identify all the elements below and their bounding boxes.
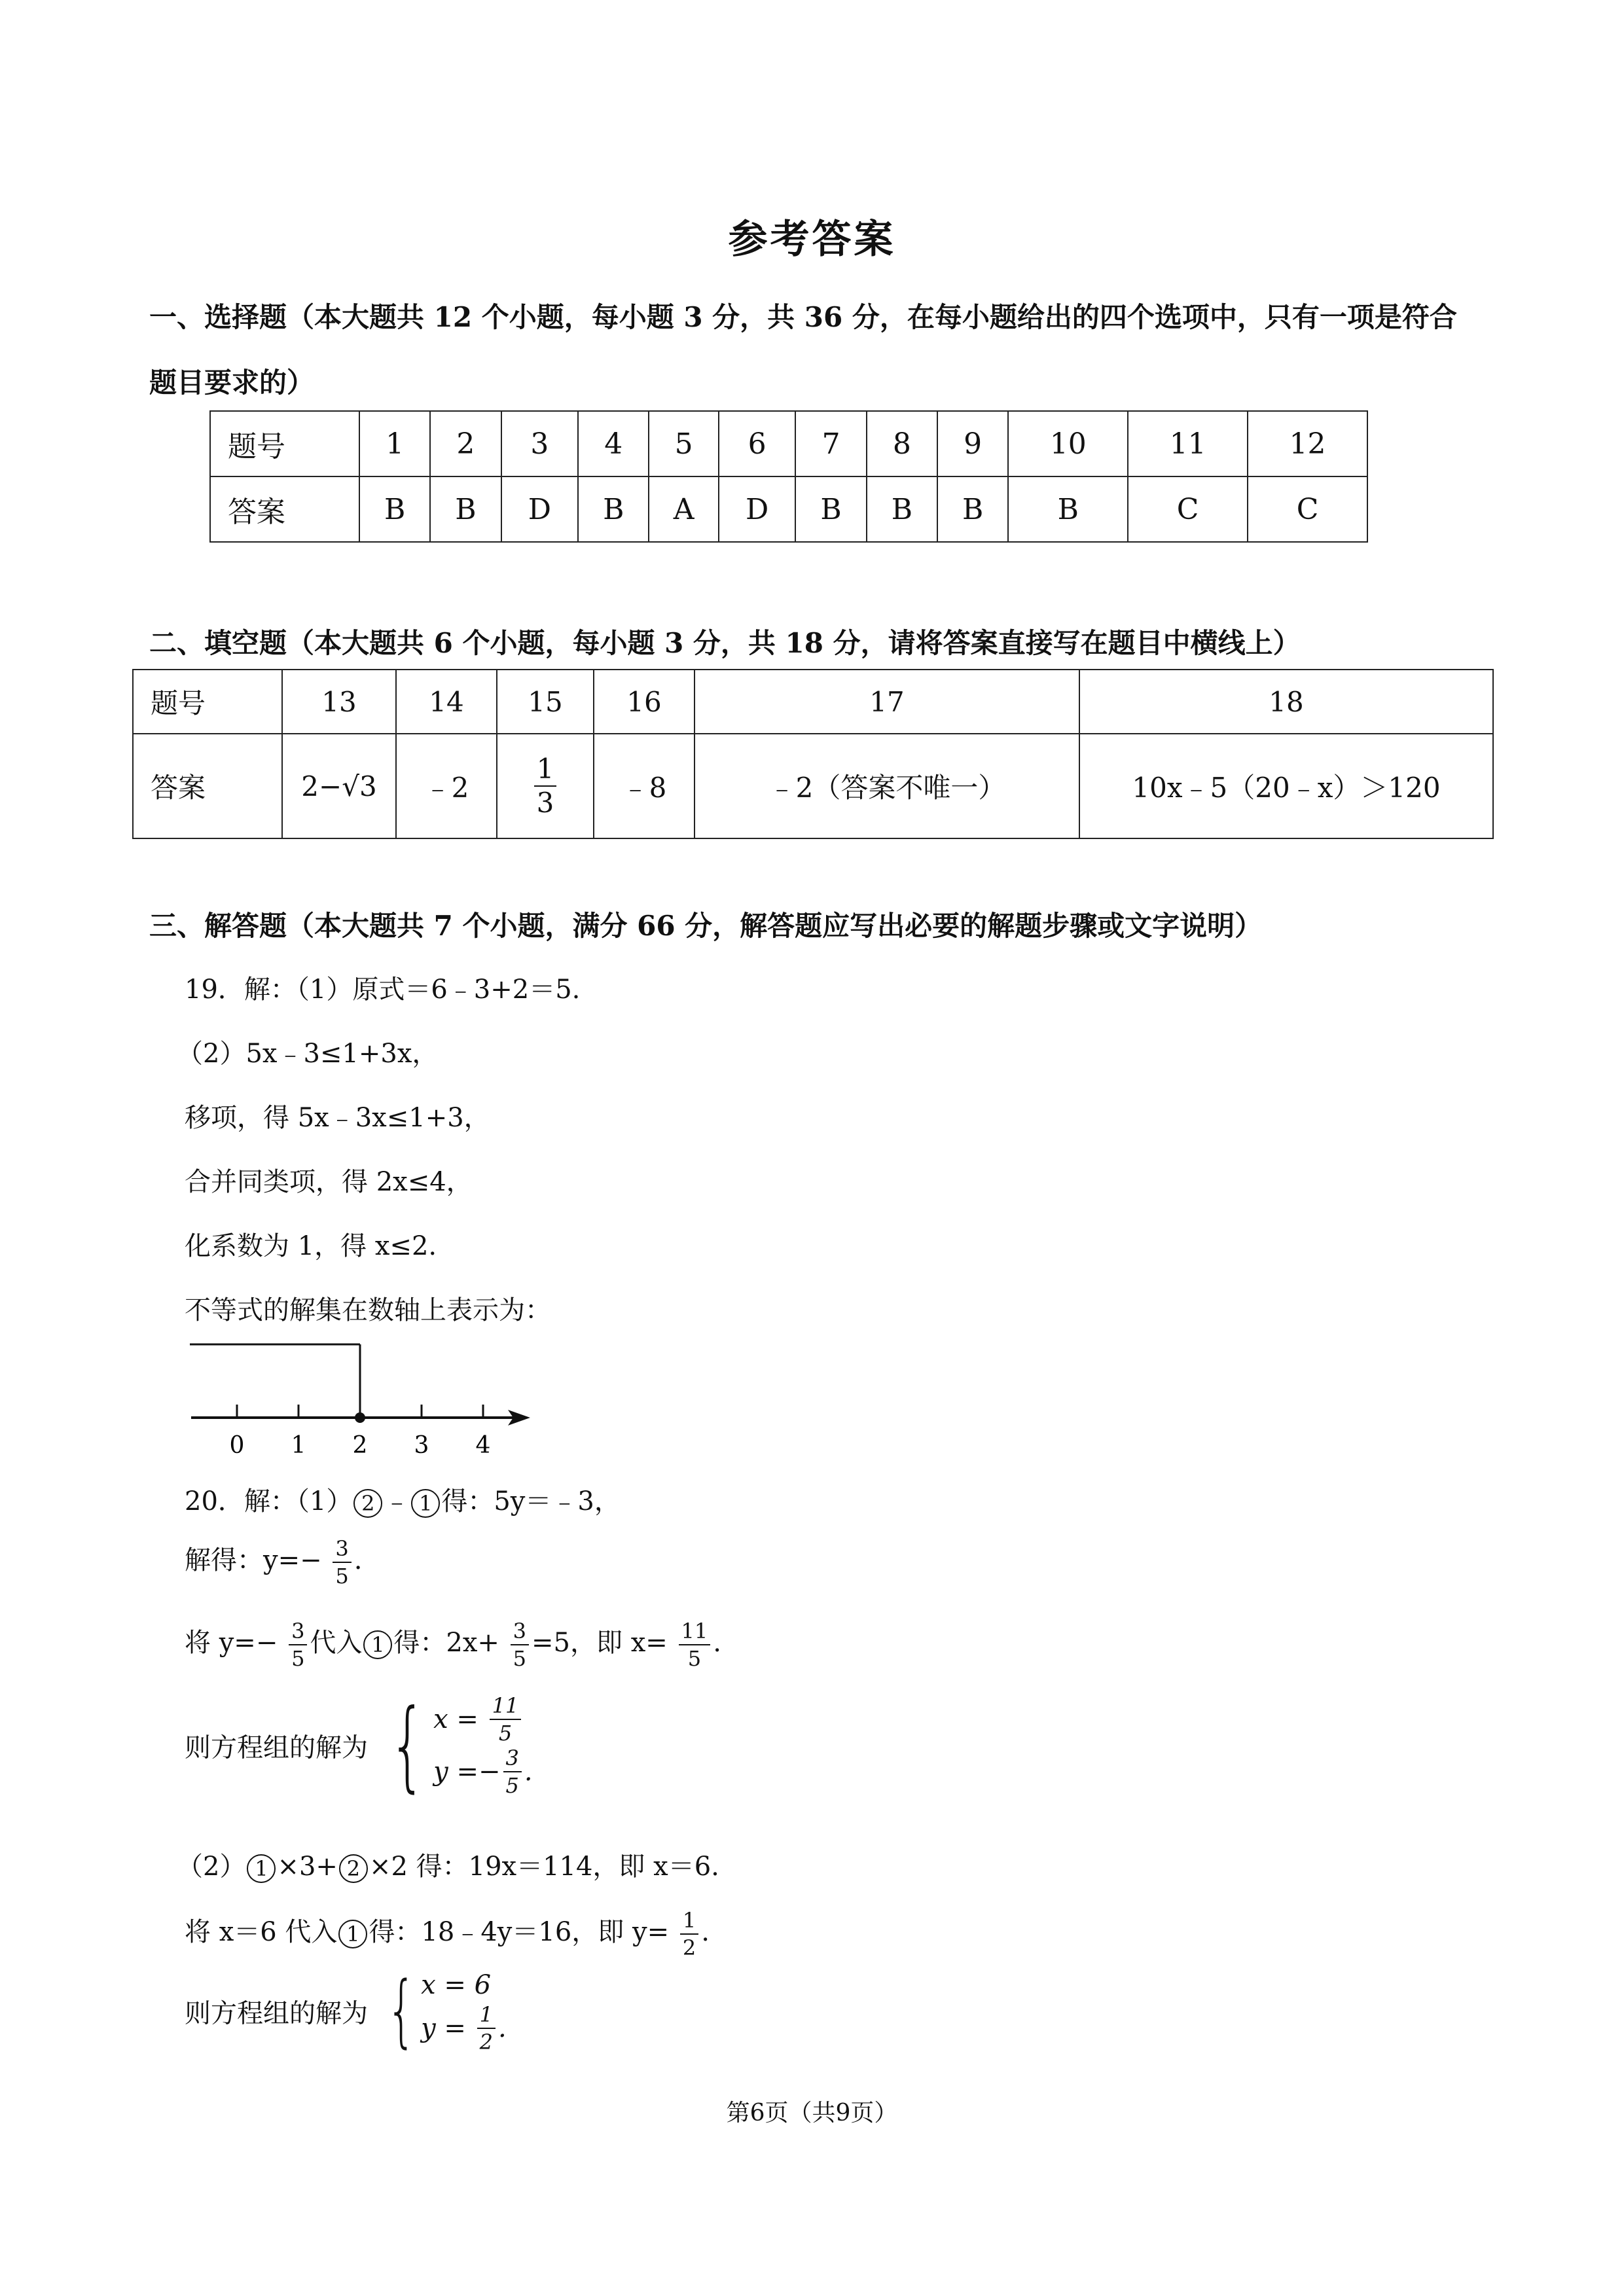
- numerator: 3: [503, 1748, 522, 1772]
- question-number: 7: [795, 411, 866, 476]
- answer-cell: C: [1128, 476, 1248, 542]
- equation-system: [376, 1965, 507, 2056]
- q19-line2: （2）5x﹣3≤1+3x，: [177, 1039, 439, 1069]
- page-title: 参考答案: [728, 217, 896, 262]
- brace-icon: {: [386, 1965, 416, 2056]
- text: y =−: [433, 1757, 501, 1787]
- question-number: 1: [359, 411, 430, 476]
- table-row: [210, 411, 1367, 476]
- numerator: 1: [680, 1910, 698, 1935]
- circled-number-2: 2: [339, 1854, 368, 1883]
- page-footer: 第6页（共9页）: [726, 2100, 898, 2126]
- question-number: 14: [396, 670, 497, 734]
- denominator: 2: [479, 2030, 493, 2054]
- fill-answer-table: [132, 669, 1494, 839]
- table-row: [133, 734, 1493, 838]
- fraction: [477, 2004, 496, 2053]
- q19-line4: 合并同类项，得 2x≤4，: [185, 1167, 473, 1197]
- question-number: 12: [1248, 411, 1367, 476]
- tick-label: 4: [475, 1432, 491, 1459]
- text: 将 x＝6 代入: [185, 1917, 338, 1947]
- circled-number-1: 1: [247, 1854, 276, 1883]
- denominator: 3: [536, 787, 554, 819]
- table-row: [133, 670, 1493, 734]
- q19-line6: 不等式的解集在数轴上表示为：: [185, 1295, 551, 1325]
- answer-cell: ﹣8: [594, 734, 695, 838]
- section1-heading-cont: 题目要求的）: [149, 367, 315, 399]
- row-header: 答案: [133, 734, 282, 838]
- question-number: 2: [430, 411, 501, 476]
- tick-label: 2: [352, 1432, 368, 1459]
- numerator: 1: [477, 2004, 496, 2029]
- question-number: 3: [501, 411, 579, 476]
- text: =5，即 x=: [532, 1628, 668, 1658]
- numerator: 11: [490, 1695, 522, 1720]
- q20-line2: 解得：y=− $\frac{3}{5}$ .: [185, 1536, 363, 1588]
- text: 代入: [310, 1628, 363, 1658]
- row-header: 答案: [210, 476, 359, 542]
- text: 得：18﹣4y＝16，即 y=: [369, 1917, 670, 1947]
- text: 解得：y=−: [185, 1545, 322, 1575]
- circled-number-1: 1: [338, 1920, 367, 1948]
- question-number: 4: [578, 411, 649, 476]
- answer-cell: B: [1008, 476, 1128, 542]
- answer-cell: B: [867, 476, 937, 542]
- system-rows: [433, 1695, 532, 1796]
- answer-cell: C: [1248, 476, 1367, 542]
- circled-number-1: 1: [363, 1630, 392, 1659]
- question-number: 15: [497, 670, 594, 734]
- q20-line7: [185, 1965, 507, 2056]
- answer-cell: B: [430, 476, 501, 542]
- circled-number-1: 1: [411, 1489, 440, 1518]
- question-number: 8: [867, 411, 937, 476]
- denominator: 2: [682, 1935, 696, 1960]
- q20-line6: 将 x＝6 代入 1 得：18﹣4y＝16，即 y= $\frac{1}{2}$ .: [185, 1908, 710, 1960]
- row-header: 题号: [210, 411, 359, 476]
- answer-cell: A: [649, 476, 719, 542]
- question-number: 5: [649, 411, 719, 476]
- section1-heading: 一、选择题（本大题共 12 个小题，每小题 3 分，共 36 分，在每小题给出的四个选项中，只有一项是符合: [149, 301, 1457, 333]
- question-number: 18: [1079, 670, 1493, 734]
- text: （2）: [177, 1852, 246, 1882]
- brace-icon: {: [388, 1689, 427, 1803]
- numerator: 3: [289, 1621, 307, 1645]
- fraction: [333, 1538, 351, 1587]
- denominator: 5: [513, 1646, 527, 1671]
- section3-heading: 三、解答题（本大题共 7 个小题，满分 66 分，解答题应写出必要的解题步骤或文字说明）: [149, 910, 1263, 942]
- system-row: [421, 1970, 507, 2000]
- text: 得：5y＝﹣3，: [441, 1486, 621, 1516]
- fraction: [680, 1910, 698, 1958]
- answer-cell: 10x﹣5（20﹣x）＞120: [1079, 734, 1493, 838]
- question-number: 10: [1008, 411, 1128, 476]
- denominator: 5: [291, 1646, 305, 1671]
- answer-cell: B: [578, 476, 649, 542]
- q20-line1: [185, 1480, 621, 1518]
- answer-cell: ﹣2: [396, 734, 497, 838]
- numerator: 1: [534, 755, 557, 787]
- tick-label: 3: [414, 1432, 429, 1459]
- q19-line5: 化系数为 1，得 x≤2.: [185, 1231, 437, 1261]
- q19-line3: 移项，得 5x﹣3x≤1+3，: [185, 1103, 490, 1133]
- text: ×3+: [277, 1852, 338, 1882]
- number-line: [183, 1335, 550, 1466]
- text: 将 y=−: [185, 1628, 278, 1658]
- text: x =: [433, 1704, 478, 1734]
- fraction: [289, 1621, 307, 1669]
- q20-line3: 将 y=− $\frac{3}{5}$ 代入 1 得：2x+ $\frac{3}{5}$ =5，即 x= $\frac{11}{5}$ .: [185, 1619, 721, 1671]
- system-row: y = $\frac{1}{2}$ .: [421, 2002, 507, 2054]
- answer-cell: [497, 734, 594, 838]
- question-number: 17: [695, 670, 1079, 734]
- text: ×2 得：19x＝114，即 x＝6.: [369, 1852, 719, 1882]
- numerator: 11: [679, 1621, 711, 1645]
- answer-cell: 2−√3: [282, 734, 396, 838]
- text: 则方程组的解为: [185, 1732, 368, 1763]
- q20-line4: [185, 1689, 533, 1803]
- denominator: 5: [335, 1564, 349, 1588]
- solid-point: [355, 1412, 365, 1423]
- fraction: [679, 1621, 711, 1669]
- tick-label: 1: [291, 1432, 306, 1459]
- question-number: 9: [937, 411, 1008, 476]
- text: x = 6: [421, 1970, 492, 2000]
- text: y =: [421, 2013, 466, 2043]
- answer-cell: B: [795, 476, 866, 542]
- choice-answer-table: [209, 410, 1368, 543]
- answer-cell: D: [501, 476, 579, 542]
- answer-cell: B: [359, 476, 430, 542]
- system-row: y =− $\frac{3}{5}$ .: [433, 1746, 533, 1798]
- answer-cell: D: [719, 476, 796, 542]
- system-rows: [421, 1970, 507, 2053]
- fraction: [534, 755, 557, 817]
- numerator: 3: [511, 1621, 529, 1645]
- denominator: 5: [687, 1646, 702, 1671]
- row-header: 题号: [133, 670, 282, 734]
- question-number: 6: [719, 411, 796, 476]
- denominator: 5: [505, 1773, 519, 1798]
- section2-heading: 二、填空题（本大题共 6 个小题，每小题 3 分，共 18 分，请将答案直接写在题目中横线上）: [149, 627, 1301, 659]
- text: 得：2x+: [393, 1628, 499, 1658]
- table-row: [210, 476, 1367, 542]
- fraction: [490, 1695, 522, 1744]
- equation-system: [376, 1689, 533, 1803]
- question-number: 11: [1128, 411, 1248, 476]
- circled-number-2: 2: [353, 1489, 382, 1518]
- numerator: 3: [333, 1538, 351, 1563]
- text: ﹣: [384, 1486, 410, 1516]
- tick-label: 0: [229, 1432, 245, 1459]
- text: 则方程组的解为: [185, 1998, 368, 2029]
- answer-cell: B: [937, 476, 1008, 542]
- fraction: [511, 1621, 529, 1669]
- q20-line5: [177, 1846, 719, 1883]
- system-row: [433, 1695, 532, 1744]
- fraction: [503, 1748, 522, 1796]
- text: 20．解：（1）: [185, 1486, 353, 1516]
- answer-cell: ﹣2（答案不唯一）: [695, 734, 1079, 838]
- question-number: 16: [594, 670, 695, 734]
- q19-line1: 19．解：（1）原式＝6﹣3+2＝5.: [185, 975, 581, 1005]
- question-number: 13: [282, 670, 396, 734]
- denominator: 5: [498, 1721, 513, 1746]
